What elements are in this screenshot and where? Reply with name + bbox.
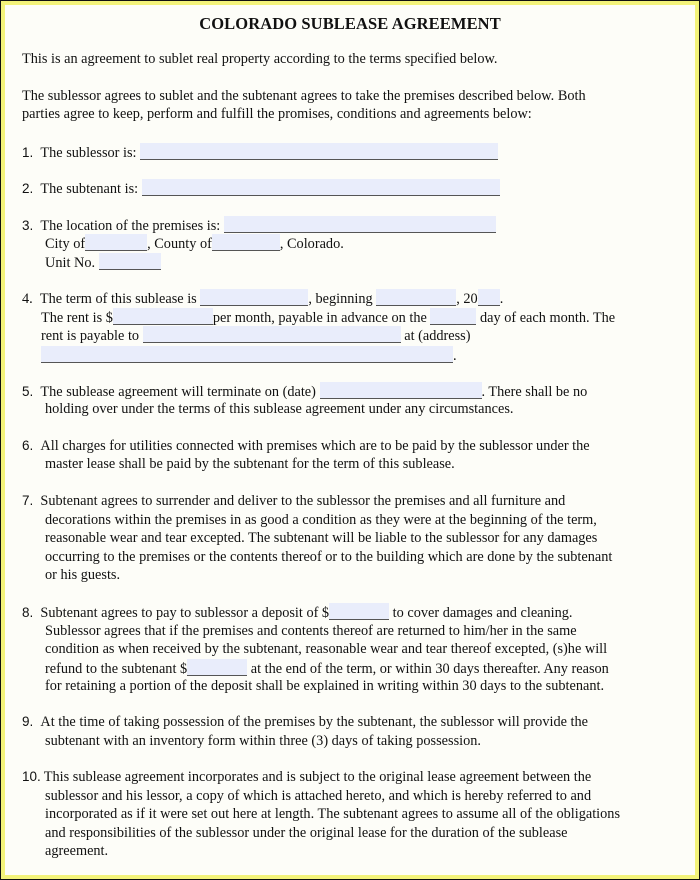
clause-7-line-4: occurring to the premises or the contents thereof or to the building which are done by the subtenant bbox=[45, 549, 613, 565]
city-label: City of bbox=[45, 236, 86, 252]
clause-3-unit-line bbox=[45, 253, 161, 272]
clause-text: The sublessor is: bbox=[40, 145, 137, 161]
clause-number: 7. bbox=[22, 493, 34, 508]
refund-terms-label: at the end of the term, or within 30 days thereafter. Any reason bbox=[250, 661, 609, 677]
intro-paragraph-2-line-2: parties agree to keep, perform and fulfill the promises, conditions and agreements below: bbox=[22, 106, 532, 122]
clause-4 bbox=[22, 289, 503, 308]
deposit-label: Subtenant agrees to pay to sublessor a deposit of $ bbox=[40, 605, 330, 621]
clause-1 bbox=[22, 143, 498, 162]
clause-7-line-5: or his guests. bbox=[45, 567, 121, 583]
clause-9 bbox=[22, 713, 588, 731]
clause-8-line-3: condition as when received by the subtenant, reasonable wear and tear thereof excepted, (s)he will bbox=[45, 641, 608, 657]
clause-3 bbox=[22, 216, 496, 235]
clause-4-address-line bbox=[41, 346, 457, 365]
rent-label: The rent is $ bbox=[41, 310, 113, 326]
rent-day-field[interactable] bbox=[430, 308, 476, 325]
clause-4-payable-line bbox=[41, 326, 471, 345]
clause-10-line-5: agreement. bbox=[45, 843, 109, 859]
terminate-date-field[interactable] bbox=[320, 382, 482, 399]
clause-text: At the time of taking possession of the premises by the subtenant, the sublessor will provide the bbox=[40, 714, 588, 730]
clause-number: 2. bbox=[22, 181, 34, 196]
clause-10-line-3: incorporated as if it were set out here at length. The subtenant agrees to assume all of the obligations bbox=[45, 806, 621, 822]
clause-8-line-5: for retaining a portion of the deposit shall be explained in writing within 30 days to the subtenant. bbox=[45, 678, 605, 694]
clause-10 bbox=[22, 768, 591, 786]
deposit-amount-field[interactable] bbox=[329, 603, 389, 620]
unit-label: Unit No. bbox=[45, 255, 96, 271]
clause-7-line-3: reasonable wear and tear excepted. The subtenant will be liable to the sublessor for any damages bbox=[45, 530, 598, 546]
beginning-label: , beginning bbox=[308, 291, 373, 307]
clause-8 bbox=[22, 603, 573, 622]
no-holding-label: . There shall be no bbox=[481, 384, 588, 400]
clause-6 bbox=[22, 437, 590, 455]
clause-9-line-2: subtenant with an inventory form within three (3) days of taking possession. bbox=[45, 733, 481, 749]
clause-text: The subtenant is: bbox=[40, 181, 139, 197]
clause-8-line-2: Sublessor agrees that if the premises and contents thereof are returned to him/her in the same bbox=[45, 623, 577, 639]
per-month-label: per month, payable in advance on the bbox=[212, 310, 427, 326]
rent-amount-field[interactable] bbox=[113, 308, 213, 325]
location-field[interactable] bbox=[224, 216, 496, 233]
clause-6-line-2: master lease shall be paid by the subtenant for the term of this sublease. bbox=[45, 456, 455, 472]
clause-number: 10. bbox=[22, 769, 41, 784]
clause-number: 5. bbox=[22, 384, 34, 399]
term-field[interactable] bbox=[200, 289, 308, 306]
document-title: COLORADO SUBLEASE AGREEMENT bbox=[199, 14, 501, 33]
clause-text: This sublease agreement incorporates and is subject to the original lease agreement between the bbox=[43, 769, 592, 785]
clause-text: All charges for utilities connected with premises which are to be paid by the sublessor under the bbox=[40, 438, 590, 454]
clause-number: 9. bbox=[22, 714, 34, 729]
address-field[interactable] bbox=[41, 346, 453, 363]
intro-paragraph-2-line-1: The sublessor agrees to sublet and the subtenant agrees to take the premises described below. Both bbox=[22, 88, 586, 104]
payable-to-field[interactable] bbox=[143, 326, 401, 343]
clause-3-city-line bbox=[45, 234, 344, 253]
clause-text: Subtenant agrees to surrender and deliver to the sublessor the premises and all furniture and bbox=[40, 493, 566, 509]
page-frame bbox=[1, 1, 699, 879]
clause-5-line-2: holding over under the terms of this sublease agreement under any circumstances. bbox=[45, 401, 514, 417]
term-label: The term of this sublease is bbox=[39, 291, 197, 307]
clause-4-rent-line bbox=[41, 308, 615, 327]
unit-number-field[interactable] bbox=[99, 253, 161, 270]
clause-text: The location of the premises is: bbox=[40, 218, 221, 234]
clause-2 bbox=[22, 179, 500, 198]
clause-7-line-2: decorations within the premises in as good a condition as they were at the beginning of the term, bbox=[45, 512, 597, 528]
clause-number: 6. bbox=[22, 438, 34, 453]
sublessor-field[interactable] bbox=[140, 143, 498, 160]
clause-number: 1. bbox=[22, 145, 34, 160]
year-label: , 20 bbox=[456, 291, 478, 307]
period: . bbox=[499, 291, 504, 307]
beginning-date-field[interactable] bbox=[376, 289, 456, 306]
refund-label: refund to the subtenant $ bbox=[45, 661, 188, 677]
cover-damages-label: to cover damages and cleaning. bbox=[392, 605, 573, 621]
clause-number: 4. bbox=[22, 291, 33, 307]
payable-to-label: rent is payable to bbox=[41, 328, 140, 344]
year-field[interactable] bbox=[478, 289, 500, 306]
day-label: day of each month. The bbox=[480, 310, 616, 326]
clause-number: 8. bbox=[22, 605, 34, 620]
clause-7 bbox=[22, 492, 565, 510]
clause-5 bbox=[22, 382, 587, 401]
intro-paragraph-1: This is an agreement to sublet real property according to the terms specified below. bbox=[22, 51, 498, 67]
refund-amount-field[interactable] bbox=[187, 659, 247, 676]
terminate-label: The sublease agreement will terminate on (date) bbox=[40, 384, 316, 400]
county-label: , County of bbox=[147, 236, 212, 252]
clause-10-line-2: sublessor and his lessor, a copy of which is attached hereto, and which is hereby referred to and bbox=[45, 788, 592, 804]
clause-8-line-4 bbox=[45, 659, 609, 678]
address-label: at (address) bbox=[404, 328, 471, 344]
clause-10-line-4: and responsibilities of the sublessor under the original lease for the duration of the sublease bbox=[45, 825, 568, 841]
subtenant-field[interactable] bbox=[142, 179, 500, 196]
period: . bbox=[453, 348, 457, 364]
county-field[interactable] bbox=[212, 234, 280, 251]
clause-number: 3. bbox=[22, 218, 34, 233]
city-field[interactable] bbox=[85, 234, 147, 251]
state-label: , Colorado. bbox=[279, 236, 344, 252]
document-page bbox=[5, 5, 695, 875]
